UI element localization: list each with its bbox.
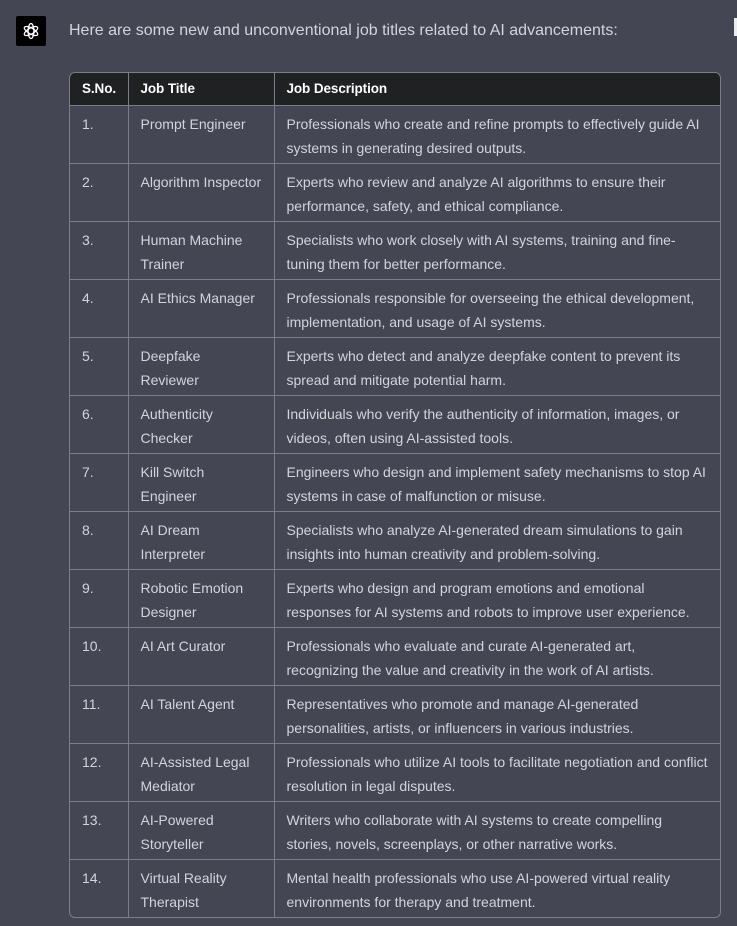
cell-sno: 13. bbox=[70, 801, 128, 859]
cell-sno: 11. bbox=[70, 685, 128, 743]
cell-job-title: AI Dream Interpreter bbox=[128, 511, 274, 569]
cell-job-title: Human Machine Trainer bbox=[128, 221, 274, 279]
table-row bbox=[70, 743, 720, 801]
table-row bbox=[70, 163, 720, 221]
cell-job-description: Professionals responsible for overseeing the ethical development, implementation, and usage of AI systems. bbox=[274, 279, 720, 337]
cell-job-description: Experts who review and analyze AI algorithms to ensure their performance, safety, and ethical compliance. bbox=[274, 163, 720, 221]
cell-job-description: Writers who collaborate with AI systems to create compelling stories, novels, screenplays, or other narrative works. bbox=[274, 801, 720, 859]
table-row bbox=[70, 685, 720, 743]
cell-sno: 7. bbox=[70, 453, 128, 511]
cell-sno: 9. bbox=[70, 569, 128, 627]
assistant-avatar bbox=[16, 16, 46, 46]
cell-job-title: Prompt Engineer bbox=[128, 105, 274, 163]
header-sno: S.No. bbox=[70, 73, 128, 105]
cell-job-title: Robotic Emotion Designer bbox=[128, 569, 274, 627]
table-row bbox=[70, 859, 720, 917]
cell-job-title: Algorithm Inspector bbox=[128, 163, 274, 221]
cell-job-title: Virtual Reality Therapist bbox=[128, 859, 274, 917]
cell-job-title: Authenticity Checker bbox=[128, 395, 274, 453]
cell-job-description: Engineers who design and implement safety mechanisms to stop AI systems in case of malfunction or misuse. bbox=[274, 453, 720, 511]
cell-sno: 5. bbox=[70, 337, 128, 395]
table-row bbox=[70, 569, 720, 627]
cell-job-description: Experts who design and program emotions and emotional responses for AI systems and robots to improve user experience. bbox=[274, 569, 720, 627]
cell-job-description: Experts who detect and analyze deepfake content to prevent its spread and mitigate potential harm. bbox=[274, 337, 720, 395]
table-row bbox=[70, 221, 720, 279]
cell-sno: 2. bbox=[70, 163, 128, 221]
cell-sno: 12. bbox=[70, 743, 128, 801]
table-row bbox=[70, 337, 720, 395]
cell-job-title: AI-Powered Storyteller bbox=[128, 801, 274, 859]
cell-job-title: AI-Assisted Legal Mediator bbox=[128, 743, 274, 801]
cell-sno: 4. bbox=[70, 279, 128, 337]
cell-sno: 6. bbox=[70, 395, 128, 453]
cell-job-description: Professionals who create and refine prompts to effectively guide AI systems in generating desired outputs. bbox=[274, 105, 720, 163]
table-row bbox=[70, 511, 720, 569]
cell-sno: 14. bbox=[70, 859, 128, 917]
table-row bbox=[70, 801, 720, 859]
cell-sno: 10. bbox=[70, 627, 128, 685]
cell-job-title: AI Talent Agent bbox=[128, 685, 274, 743]
cell-job-description: Specialists who analyze AI-generated dream simulations to gain insights into human creativity and problem-solving. bbox=[274, 511, 720, 569]
job-titles-table bbox=[69, 72, 721, 918]
header-job-description: Job Description bbox=[274, 73, 720, 105]
intro-text: Here are some new and unconventional job titles related to AI advancements: bbox=[69, 22, 618, 39]
cell-job-description: Professionals who utilize AI tools to facilitate negotiation and conflict resolution in legal disputes. bbox=[274, 743, 720, 801]
cell-sno: 8. bbox=[70, 511, 128, 569]
table-row bbox=[70, 279, 720, 337]
cell-job-description: Representatives who promote and manage AI-generated personalities, artists, or influencers in various industries. bbox=[274, 685, 720, 743]
table-row bbox=[70, 105, 720, 163]
table-row bbox=[70, 453, 720, 511]
cell-job-title: Deepfake Reviewer bbox=[128, 337, 274, 395]
cell-job-description: Individuals who verify the authenticity of information, images, or videos, often using AI-assisted tools. bbox=[274, 395, 720, 453]
cell-sno: 1. bbox=[70, 105, 128, 163]
cell-job-description: Professionals who evaluate and curate AI-generated art, recognizing the value and creativity in the work of AI artists. bbox=[274, 627, 720, 685]
table-row bbox=[70, 627, 720, 685]
cell-job-description: Mental health professionals who use AI-powered virtual reality environments for therapy and treatment. bbox=[286, 869, 671, 910]
openai-logo-icon bbox=[20, 20, 42, 42]
header-job-title: Job Title bbox=[128, 73, 274, 105]
cell-job-description: Specialists who work closely with AI systems, training and fine-tuning them for better performance. bbox=[274, 221, 720, 279]
cell-sno: 3. bbox=[70, 221, 128, 279]
table-row bbox=[70, 395, 720, 453]
table-header-row bbox=[70, 73, 720, 105]
cell-job-title: AI Art Curator bbox=[128, 627, 274, 685]
cell-job-title: Kill Switch Engineer bbox=[128, 453, 274, 511]
cell-job-title: AI Ethics Manager bbox=[128, 279, 274, 337]
